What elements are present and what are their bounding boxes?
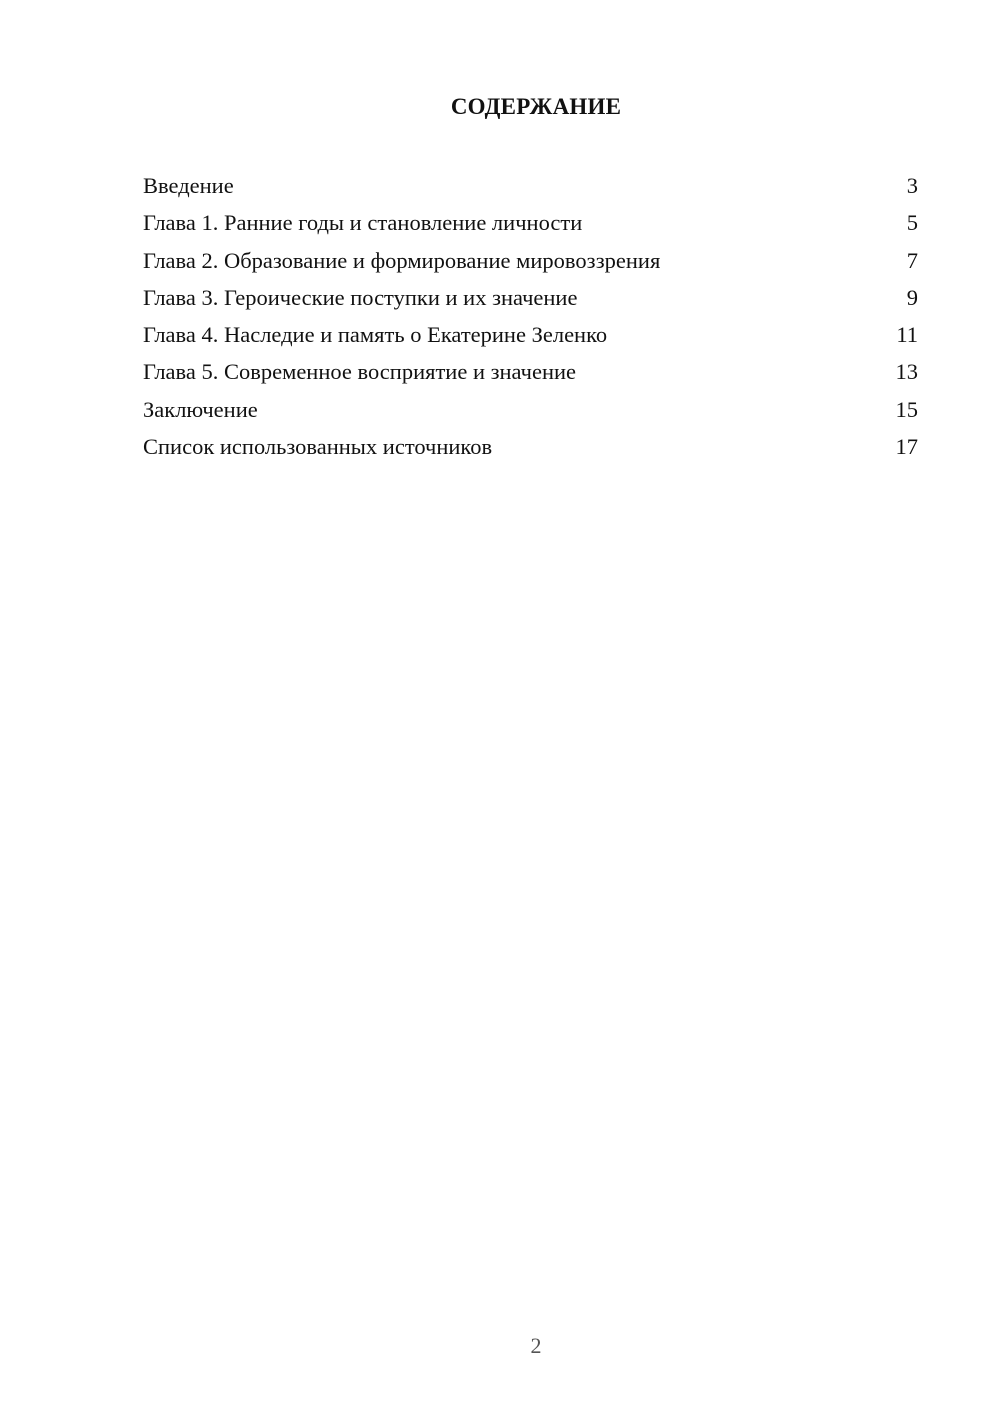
toc-entry-chapter-3[interactable] (143, 279, 918, 316)
toc-entry-page: 13 (895, 359, 918, 385)
toc-entry-label: Глава 4. Наследие и память о Екатерине Зеленко (143, 322, 608, 348)
page-title: СОДЕРЖАНИЕ (450, 94, 622, 119)
toc-entry-page: 11 (896, 322, 918, 348)
toc-entry-page: 3 (906, 173, 918, 198)
toc-entry-label: Глава 3. Героические поступки и их значение (143, 284, 578, 310)
toc-entry-page: 5 (906, 210, 918, 236)
toc-entry-label: Введение (143, 173, 234, 198)
toc-entry-page: 15 (895, 396, 918, 422)
toc-entry-chapter-1[interactable] (143, 204, 918, 241)
toc-entry-label: Глава 2. Образование и формирование мировоззрения (143, 247, 661, 273)
toc-entry-introduction[interactable] (143, 167, 918, 204)
toc-entry-label: Глава 1. Ранние годы и становление личности (143, 210, 583, 236)
toc-entry-page: 9 (906, 284, 918, 310)
toc-entry-chapter-5[interactable] (143, 353, 918, 390)
table-of-contents (143, 167, 918, 465)
toc-entry-page: 7 (906, 247, 918, 273)
page-number: 2 (530, 1333, 542, 1358)
toc-entry-label: Глава 5. Современное восприятие и значение (143, 359, 577, 385)
toc-entry-label: Список использованных источников (143, 434, 493, 460)
toc-entry-page: 17 (895, 434, 918, 460)
toc-entry-label: Заключение (143, 396, 258, 422)
toc-entry-chapter-4[interactable] (143, 316, 918, 353)
toc-entry-references[interactable] (143, 428, 918, 465)
toc-entry-conclusion[interactable] (143, 391, 918, 428)
toc-entry-chapter-2[interactable] (143, 242, 918, 279)
